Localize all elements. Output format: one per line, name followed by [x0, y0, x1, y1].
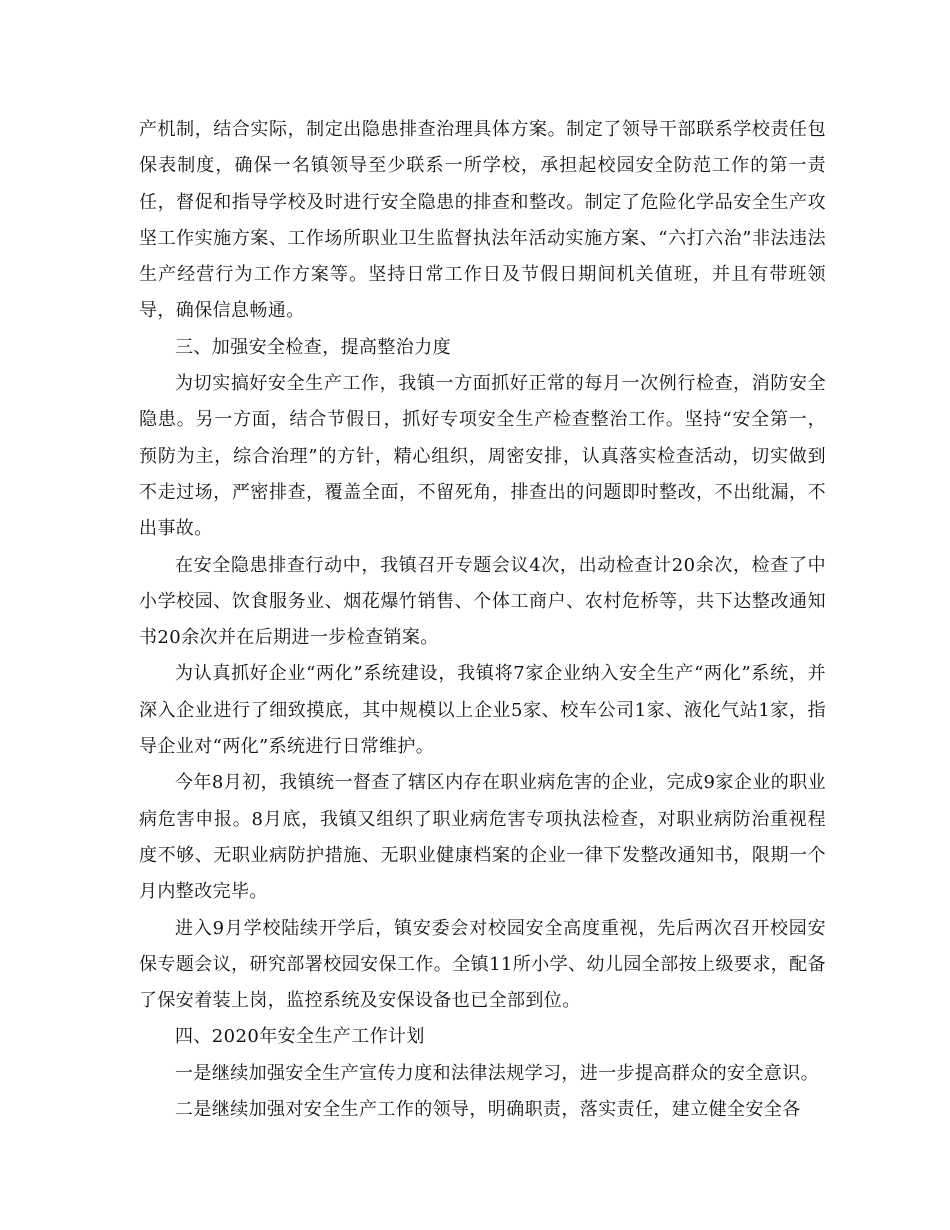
paragraph: 为切实搞好安全生产工作，我镇一方面抓好正常的每月一次例行检查，消防安全隐患。另一方面，结合节假日，抓好专项安全生产检查整治工作。坚持“安全第一，预防为主，综合治理”的方针，精心组织，周密安排，认真落实检查活动，切实做到不走过场，严密排查，覆盖全面，不留死角，排查出的问题即时整改，不出纰漏，不出事故。: [139, 373, 826, 540]
plan-item-2: 二是继续加强对安全生产工作的领导，明确职责，落实责任，建立健全安全各: [175, 1099, 801, 1121]
section-heading-4: 四、2020年安全生产工作计划: [175, 1026, 425, 1048]
paragraph: 进入9月学校陆续开学后，镇安委会对校园安全高度重视，先后两次召开校园安保专题会议，研究部署校园安保工作。全镇11所小学、幼儿园全部按上级要求，配备了保安着装上岗，监控系统及安保设备也已全部到位。: [139, 917, 826, 1012]
section-heading-3: 三、加强安全检查，提高整治力度: [175, 336, 451, 358]
paragraph: 为认真抓好企业“两化”系统建设，我镇将7家企业纳入安全生产“两化”系统，并深入企业进行了细致摸底，其中规模以上企业5家、校车公司1家、液化气站1家，指导企业对“两化”系统进行日常维护。: [139, 663, 826, 758]
paragraph: 在安全隐患排查行动中，我镇召开专题会议4次，出动检查计20余次，检查了中小学校园、饮食服务业、烟花爆竹销售、个体工商户、农村危桥等，共下达整改通知书20余次并在后期进一步检查销案。: [139, 554, 826, 649]
paragraph-continuation: 产机制，结合实际，制定出隐患排查治理具体方案。制定了领导干部联系学校责任包保表制度，确保一名镇领导至少联系一所学校，承担起校园安全防范工作的第一责任，督促和指导学校及时进行安全隐患的排查和整改。制定了危险化学品安全生产攻坚工作实施方案、工作场所职业卫生监督执法年活动实施方案、“六打六治”非法违法生产经营行为工作方案等。坚持日常工作日及节假日期间机关值班，并且有带班领导，确保信息畅通。: [139, 119, 826, 322]
plan-item-1: 一是继续加强安全生产宣传力度和法律法规学习，进一步提高群众的安全意识。: [175, 1062, 819, 1084]
paragraph: 今年8月初，我镇统一督查了辖区内存在职业病危害的企业，完成9家企业的职业病危害申报。8月底，我镇又组织了职业病危害专项执法检查，对职业病防治重视程度不够、无职业病防护措施、无职业健康档案的企业一律下发整改通知书，限期一个月内整改完毕。: [139, 772, 826, 903]
